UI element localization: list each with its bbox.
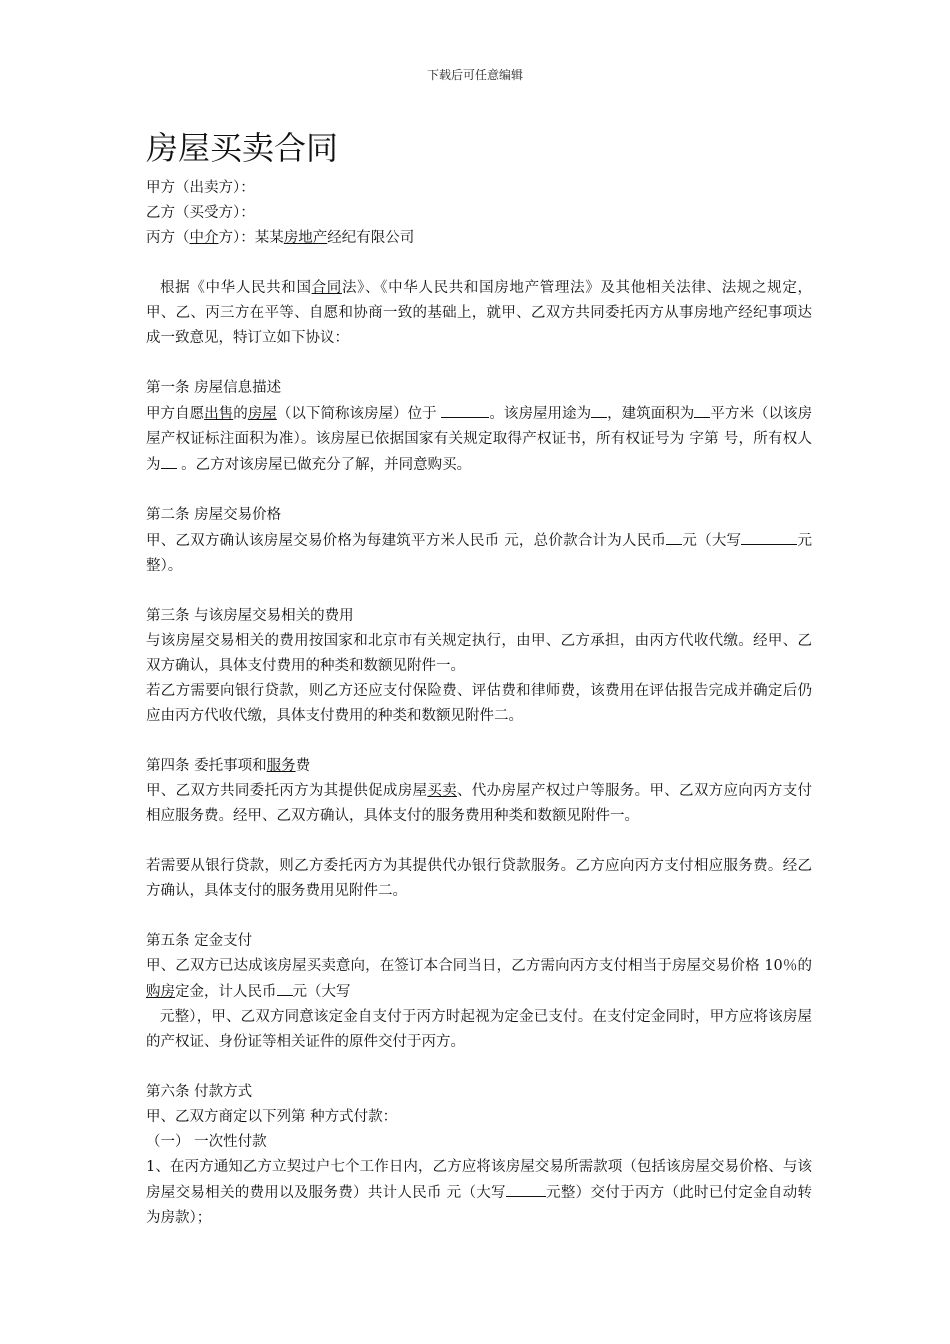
link-maimai[interactable]: 买卖 — [427, 783, 457, 799]
article-5-para-1: 甲、乙双方已达成该房屋买卖意向，在签订本合同当日，乙方需向丙方支付相当于房屋交易价格 10％的购房定金，计人民币 元（大写 — [146, 958, 812, 1000]
party-b-line: 乙方（买受方）： — [146, 205, 255, 221]
article-5-para-2: 元整），甲、乙双方同意该定金自支付于丙方时起视为定金已支付。在支付定金同时，甲方应将该房屋的产权证、身份证等相关证件的原件交付于丙方。 — [146, 1009, 812, 1050]
article-1-heading: 第一条 房屋信息描述 — [146, 380, 282, 396]
blank-usage — [591, 401, 607, 418]
preamble-paragraph: 根据《中华人民共和国合同法》、《中华人民共和国房地产管理法》及其他相关法律、法规之规定，甲、乙、丙三方在平等、自愿和协商一致的基础上，就甲、乙双方共同委托丙方从事房地产经纪事项达成一致意见，特订立如下协议： — [146, 280, 813, 346]
blank-location — [441, 401, 489, 418]
article-4-heading: 第四条 委托事项和服务费 — [146, 758, 311, 774]
link-fangdichan[interactable]: 房地产 — [283, 230, 328, 246]
link-goufang[interactable]: 购房 — [146, 984, 175, 1000]
document-title: 房屋买卖合同 — [146, 129, 339, 167]
article-6-heading: 第六条 付款方式 — [146, 1084, 253, 1100]
article-3-para-1: 与该房屋交易相关的费用按国家和北京市有关规定执行，由甲、乙方承担，由丙方代收代缴。经甲、乙双方确认，具体支付费用的种类和数额见附件一。 — [146, 633, 812, 674]
article-1-body: 甲方自愿出售的房屋（以下简称该房屋）位于 。该房屋用途为 ，建筑面积为 平方米（以该房屋产权证标注面积为准）。该房屋已依据国家有关规定取得产权证书，所有权证号为 字第 号，所有权人为 。乙方对该房屋已做充分了解，并同意购买。 — [146, 401, 812, 478]
contract-document — [146, 126, 812, 1231]
party-c-line: 丙方（中介方）：某某房地产经纪有限公司 — [146, 230, 415, 246]
article-5-heading: 第五条 定金支付 — [146, 933, 253, 949]
link-zhongjie[interactable]: 中介 — [189, 230, 219, 246]
link-chushou[interactable]: 出售 — [204, 406, 234, 422]
link-fuwu[interactable]: 服务 — [266, 758, 296, 774]
article-3-heading: 第三条 与该房屋交易相关的费用 — [146, 608, 354, 624]
article-4-para-1: 甲、乙双方共同委托丙方为其提供促成房屋买卖、代办房屋产权过户等服务。甲、乙双方应向丙方支付相应服务费。经甲、乙双方确认，具体支付的服务费用种类和数额见附件一。 — [146, 783, 813, 824]
article-6-para-2: （一） 一次性付款 — [146, 1134, 267, 1150]
blank-total — [666, 528, 682, 545]
article-2-body: 甲、乙双方确认该房屋交易价格为每建筑平方米人民币 元，总价款合计为人民币 元（大写 元整）。 — [146, 528, 812, 579]
header-note: 下载后可任意编辑 — [426, 68, 523, 82]
article-6-para-1: 甲、乙双方商定以下列第 种方式付款： — [146, 1109, 398, 1125]
blank-area — [694, 401, 710, 418]
article-6-para-3: 1、在丙方通知乙方立契过户七个工作日内，乙方应将该房屋交易所需款项（包括该房屋交易价格、与该房屋交易相关的费用以及服务费）共计人民币 元（大写 元整）交付于丙方（此时已付定金自动转为房款）； — [146, 1159, 812, 1226]
link-hetong[interactable]: 合同 — [311, 280, 342, 296]
article-3-para-2: 若乙方需要向银行贷款，则乙方还应支付保险费、评估费和律师费，该费用在评估报告完成并确定后仍应由丙方代收代缴，具体支付费用的种类和数额见附件二。 — [146, 683, 812, 724]
blank-deposit — [277, 979, 293, 996]
article-2-heading: 第二条 房屋交易价格 — [146, 507, 282, 523]
party-a-line: 甲方（出卖方）： — [146, 180, 255, 196]
blank-total-words — [741, 528, 797, 545]
article-4-para-2: 若需要从银行贷款，则乙方委托丙方为其提供代办银行贷款服务。乙方应向丙方支付相应服务费。经乙方确认，具体支付的服务费用见附件二。 — [146, 858, 812, 899]
blank-owner — [161, 452, 177, 469]
blank-payment-words — [506, 1180, 546, 1197]
link-fangwu[interactable]: 房屋 — [247, 406, 277, 422]
